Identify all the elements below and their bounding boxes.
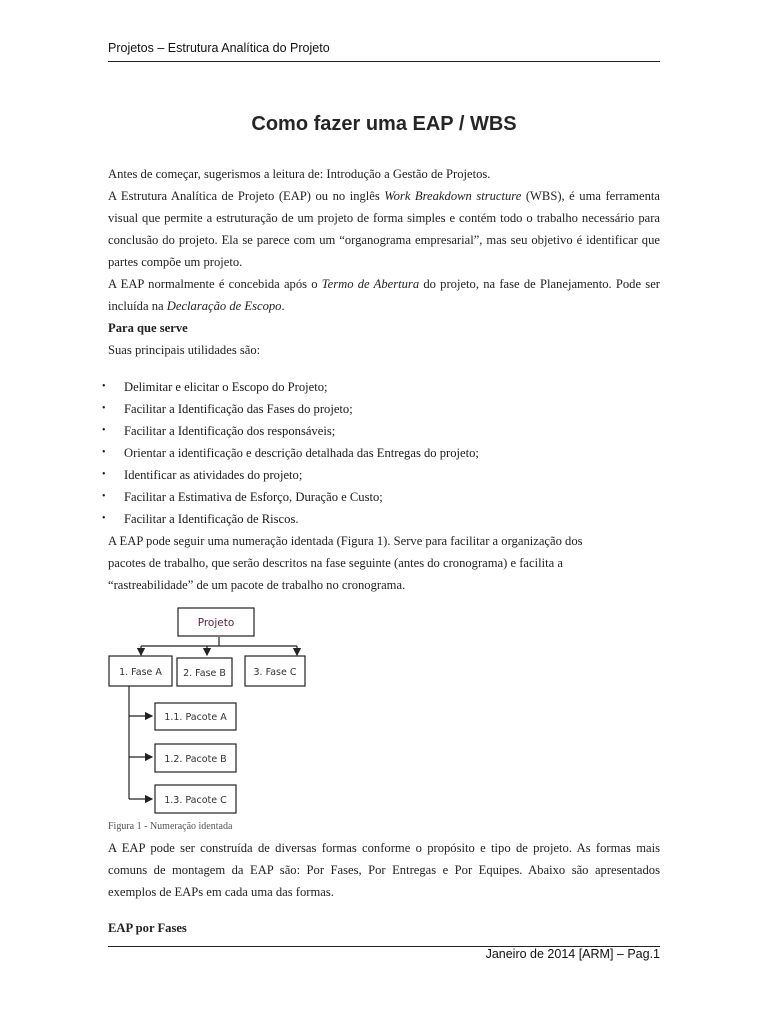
wbs-node-phase-a-label: 1. Fase A bbox=[119, 667, 162, 678]
intro-paragraph-3: A EAP normalmente é concebida após o Termo de Abertura do projeto, na fase de Planejamento. Pode ser incluída na Declaração de Escopo. bbox=[108, 277, 660, 313]
bullet-icon: • bbox=[102, 403, 106, 414]
bullet-icon: • bbox=[102, 513, 106, 524]
bullet-icon: • bbox=[102, 425, 106, 436]
list-item: • Facilitar a Identificação dos responsáveis; bbox=[102, 420, 662, 442]
bullet-icon: • bbox=[102, 491, 106, 502]
wbs-node-package-a-label: 1.1. Pacote A bbox=[164, 712, 227, 723]
page-footer: Janeiro de 2014 [ARM] – Pag.1 bbox=[485, 947, 660, 961]
wbs-node-package-b-label: 1.2. Pacote B bbox=[164, 754, 227, 765]
section-heading-eap-por-fases: EAP por Fases bbox=[108, 921, 187, 935]
wbs-node-root-label: Projeto bbox=[197, 617, 235, 629]
section-heading-para-que-serve: Para que serve bbox=[108, 321, 188, 335]
bullet-icon: • bbox=[102, 381, 106, 392]
wbs-node-phase-b-label: 2. Fase B bbox=[183, 668, 226, 679]
bullet-icon: • bbox=[102, 447, 106, 458]
list-item: • Facilitar a Estimativa de Esforço, Duração e Custo; bbox=[102, 486, 662, 508]
list-item: • Identificar as atividades do projeto; bbox=[102, 464, 662, 486]
document-title: Como fazer uma EAP / WBS bbox=[251, 113, 517, 135]
wbs-node-package-c-label: 1.3. Pacote C bbox=[164, 795, 227, 806]
intro-paragraph-2: A Estrutura Analítica de Projeto (EAP) ou no inglês Work Breakdown structure (WBS), é uma ferramenta visual que permite a estruturação de um projeto de forma simples e contém todo o trabalho necessário para conclusão do projeto. Ela se parece com um “organograma empresarial”, mas seu objetivo é identificar que partes compõe um projeto. bbox=[108, 189, 660, 269]
numbering-line-2: pacotes de trabalho, que serão descritos na fase seguinte (antes do cronograma) e facilita a bbox=[108, 556, 563, 570]
section-lead-text: Suas principais utilidades são: bbox=[108, 343, 261, 357]
bullet-icon: • bbox=[102, 469, 106, 480]
page-header: Projetos – Estrutura Analítica do Projeto bbox=[108, 41, 330, 55]
figure-caption: Figura 1 - Numeração identada bbox=[108, 821, 233, 832]
list-item: • Delimitar e elicitar o Escopo do Projeto; bbox=[102, 376, 662, 398]
list-item: • Facilitar a Identificação de Riscos. bbox=[102, 508, 662, 530]
intro-paragraph-1: Antes de começar, sugerismos a leitura de: Introdução a Gestão de Projetos. bbox=[108, 167, 491, 181]
numbering-line-3: “rastreabilidade” de um pacote de trabalho no cronograma. bbox=[108, 578, 406, 592]
numbering-line-1: A EAP pode seguir uma numeração identada (Figura 1). Serve para facilitar a organização dos bbox=[108, 534, 583, 548]
forms-paragraph: A EAP pode ser construída de diversas formas conforme o propósito e tipo de projeto. As formas mais comuns de montagem da EAP são: Por Fases, Por Entregas e Por Equipes. Abaixo são apresentados exemplos de EAPs em cada uma das formas. bbox=[108, 841, 660, 899]
wbs-figure bbox=[106, 604, 306, 818]
list-item: • Facilitar a Identificação das Fases do projeto; bbox=[102, 398, 662, 420]
utilities-list bbox=[102, 376, 662, 530]
numbering-paragraph bbox=[108, 530, 660, 596]
list-item: • Orientar a identificação e descrição detalhada das Entregas do projeto; bbox=[102, 442, 662, 464]
header-rule bbox=[108, 61, 660, 62]
wbs-node-phase-c-label: 3. Fase C bbox=[253, 667, 297, 678]
